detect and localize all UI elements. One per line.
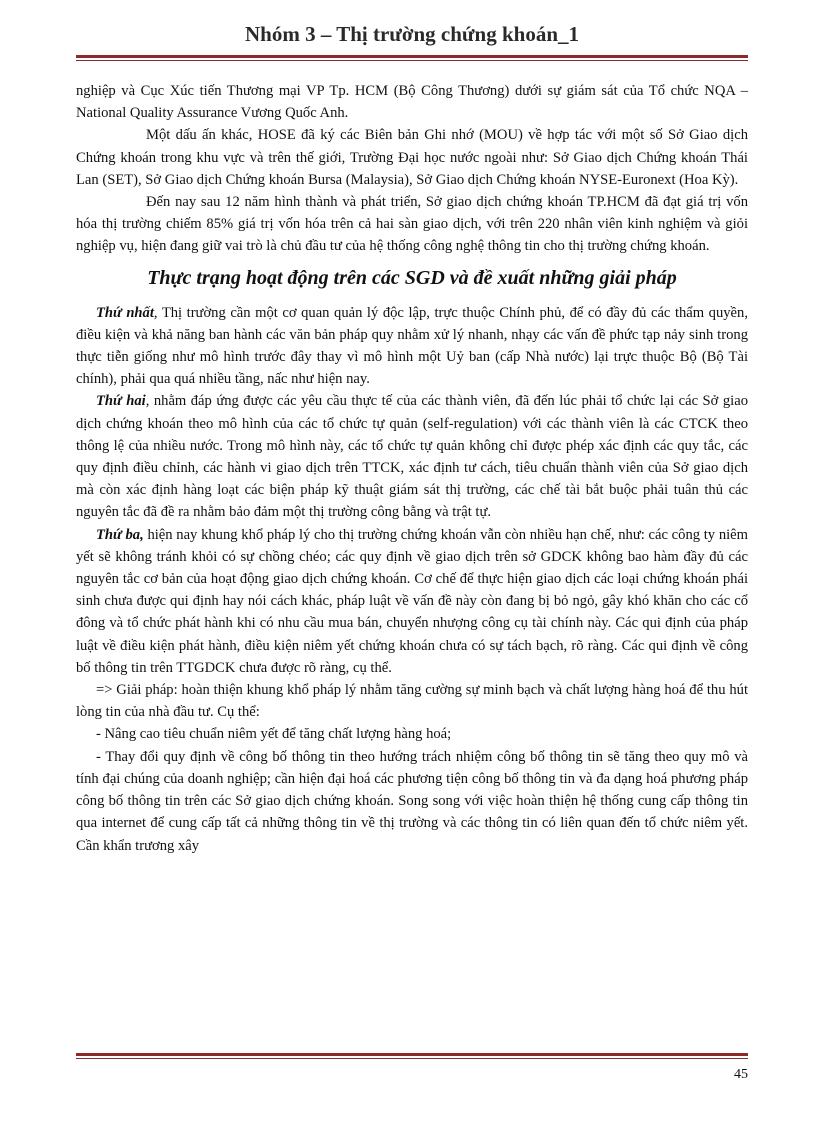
point-paragraph bbox=[76, 390, 748, 523]
footer-rule bbox=[76, 1053, 748, 1056]
footer-rule-thin bbox=[76, 1058, 748, 1059]
point-lead: Thứ ba, bbox=[96, 526, 144, 543]
header-rule bbox=[76, 55, 748, 58]
paragraph: Đến nay sau 12 năm hình thành và phát triển, Sở giao dịch chứng khoán TP.HCM đã đạt giá trị vốn hóa thị trường chiếm 85% giá trị vốn hóa trên cả hai sàn giao dịch, với trên 220 nhân viên kinh nghiệm và giỏi nghiệp vụ, hiện đang giữ vai trò là chủ đầu tư của hệ thống công nghệ thông tin cho thị trường chứng khoán. bbox=[76, 194, 748, 255]
solution-paragraph: - Nâng cao tiêu chuẩn niêm yết để tăng chất lượng hàng hoá; bbox=[96, 726, 452, 743]
paragraph: nghiệp và Cục Xúc tiến Thương mại VP Tp. HCM (Bộ Công Thương) dưới sự giám sát của Tổ chức NQA – National Quality Assurance Vương Quốc Anh. bbox=[76, 83, 748, 122]
solution-paragraph: => Giải pháp: hoàn thiện khung khổ pháp lý nhằm tăng cường sự minh bạch và chất lượng hàng hoá để thu hút lòng tin của nhà đầu tư. Cụ thể: bbox=[76, 682, 748, 721]
point-paragraph bbox=[76, 302, 748, 391]
point-paragraph bbox=[76, 524, 748, 679]
solution-paragraph: - Thay đổi quy định về công bố thông tin theo hướng trách nhiệm công bố thông tin sẽ tăng theo quy mô và tính đại chúng của doanh nghiệp; cần hiện đại hoá các phương tiện công bố thông tin và đa dạng hoá phương pháp công bố thông tin trên các Sở giao dịch chứng khoán. Song song với việc hoàn thiện hệ thống cung cấp thông tin qua internet để cung cấp tất cả những thông tin về thị trường và các thông tin có liên quan đến tổ chức niêm yết. Cần khẩn trương xây bbox=[76, 748, 748, 854]
page-number: 45 bbox=[734, 1067, 748, 1082]
point-lead: Thứ hai bbox=[96, 393, 146, 410]
point-lead: Thứ nhất bbox=[96, 304, 154, 321]
header-rule-thin bbox=[76, 60, 748, 61]
point-text: , Thị trường cần một cơ quan quản lý độc lập, trực thuộc Chính phủ, để có đầy đủ các thẩm quyền, điều kiện và khả năng ban hành các văn bản pháp quy nhằm xử lý nhanh, nhạy các vấn đề phức tạp nảy sinh trong thực tiễn giống như mô hình trước đây thay vì mô hình một Uỷ ban (cấp Nhà nước) lại trực thuộc Bộ (Bộ Tài chính), phải qua quá nhiều tầng, nấc như hiện nay. bbox=[76, 304, 748, 388]
point-text: , nhằm đáp ứng được các yêu cầu thực tế của các thành viên, đã đến lúc phải tổ chức lại các Sở giao dịch chứng khoán theo mô hình của các tổ chức tự quản (self-regulation) với các thành viên là các CTCK theo thông lệ của nhiều nước. Trong mô hình này, các tổ chức tự quản không chỉ được phép xác định các quy tắc, các quy định điều chỉnh, các hành vi giao dịch trên TTCK, xác định tư cách, tiêu chuẩn thành viên của Sở giao dịch mà còn xác định hàng loạt các biện pháp kỹ thuật giám sát thị trường, các chế tài bắt buộc phải tuân thủ các nguyên tắc đã đề ra nhằm bảo đảm một thị trường công bằng và trật tự. bbox=[76, 393, 748, 521]
point-text: hiện nay khung khổ pháp lý cho thị trường chứng khoán vẫn còn nhiều hạn chế, như: các công ty niêm yết sẽ không tránh khỏi có sự chồng chéo; các quy định về giao dịch trên sở GDCK không bao hàm đầy đủ các nguyên tắc cơ bản của hoạt động giao dịch chứng khoán. Cơ chế để thực hiện giao dịch các loại chứng khoán phái sinh chưa được qui định hay nói cách khác, pháp luật về vấn đề này còn đang bị bỏ ngỏ, gây khó khăn cho các cổ đông và tổ chức phát hành khi có nhu cầu mua bán, chuyển nhượng công cụ tài chính này. Các qui định của pháp luật về điều kiện phát hành, điều kiện niêm yết chứng khoán chưa có sự tách bạch, rõ ràng. Các qui định về công bố thông tin trên TTGDCK chưa được rõ ràng, cụ thể. bbox=[76, 526, 748, 676]
paragraph: Một dấu ấn khác, HOSE đã ký các Biên bản Ghi nhớ (MOU) về hợp tác với một số Sở Giao dịch Chứng khoán trong khu vực và trên thế giới, Trường Đại học nước ngoài như: Sở Giao dịch Chứng khoán Thái Lan (SET), Sở Giao dịch Chứng khoán Bursa (Malaysia), Sở Giao dịch Chứng khoán NYSE-Euronext (Hoa Kỳ). bbox=[76, 127, 748, 188]
section-heading: Thực trạng hoạt động trên các SGD và đề xuất những giải pháp bbox=[147, 266, 677, 289]
document-body bbox=[76, 80, 748, 857]
page-header-title: Nhóm 3 – Thị trường chứng khoán_1 bbox=[244, 22, 580, 46]
